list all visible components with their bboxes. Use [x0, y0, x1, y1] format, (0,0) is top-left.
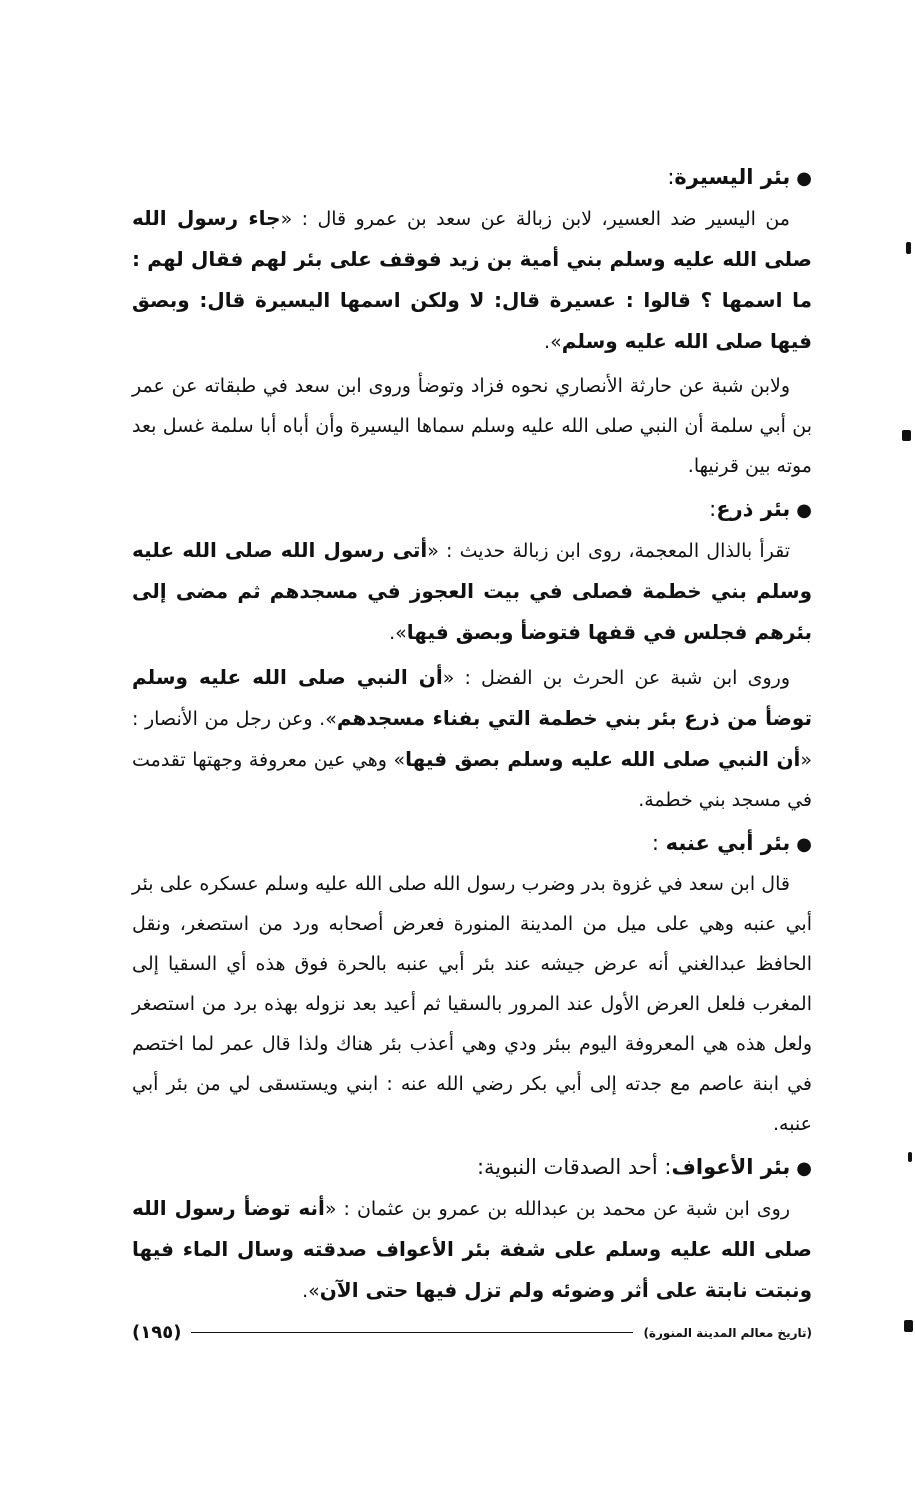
entry-title-suffix: : [667, 165, 675, 189]
bullet-icon: ● [796, 1158, 812, 1179]
text-run: من اليسير ضد العسير، لابن زبالة عن سعد بن عمرو قال : « [280, 208, 790, 230]
entry-title-suffix: : [651, 831, 666, 855]
section-bir-al-awaf [132, 1148, 812, 1311]
page-body [132, 158, 812, 1315]
paragraph [132, 1188, 812, 1311]
hadith-text: أن النبي صلى الله عليه وسلم توضأ من ذرع بئر بني خطمة التي بفناء مسجدهم [132, 665, 812, 730]
entry-title [132, 1148, 812, 1188]
paragraph [132, 657, 812, 820]
page-footer [132, 1322, 812, 1343]
entry-title [132, 490, 812, 530]
text-run: تقرأ بالذال المعجمة، روى ابن زبالة حديث : « [427, 540, 791, 562]
paragraph [132, 530, 812, 653]
section-bir-al-yasira [132, 158, 812, 486]
paragraph [132, 366, 812, 486]
section-bir-abi-inaba [132, 824, 812, 1144]
entry-title-text: بئر الأعواف [671, 1155, 791, 1179]
text-run: وروى ابن شبة عن الحرث بن الفضل : « [442, 667, 790, 689]
scan-mark [906, 242, 911, 254]
text-run: ». [302, 1280, 320, 1302]
hadith-text: جاء رسول الله صلى الله عليه وسلم بني أمية بن زيد فوقف على بئر لهم فقال لهم : ما اسمها ؟ قالوا : عسيرة قال: لا ولكن اسمها اليسيرة قال: وبصق فيها صلى الله عليه وسلم [132, 206, 812, 353]
text-run: روى ابن شبة عن محمد بن عبدالله بن عمرو بن عثمان : « [324, 1198, 790, 1220]
text-run: ». [544, 331, 562, 353]
text-run: قال ابن سعد في غزوة بدر وضرب رسول الله صلى الله عليه وسلم عسكره على بئر أبي عنبه وهي على ميل من المدينة المنورة فعرض أصحابه ورد من استصغر، ونقل الحافظ عبدالغني أنه عرض جيشه عند بئر أبي عنبه بالحرة فوق هذه أي السقيا إلى المغرب فلعل العرض الأول عند المرور بالسقيا ثم أعيد بعد نزوله بهذه برد من استصغر ولعل هذه هي المعروفة اليوم ببئر ودي وهي أعذب بئر هناك ولذا قال عمر لما اختصم في ابنة عاصم مع جدته إلى أبي بكر رضي الله عنه : ابني ويستسقى لي من بئر أبي عنبه. [132, 873, 812, 1135]
section-bir-dhar [132, 490, 812, 820]
entry-title-suffix: : [709, 497, 717, 521]
text-run: ». وعن رجل من الأنصار : « [132, 708, 812, 771]
entry-title [132, 824, 812, 864]
bullet-icon: ● [796, 834, 812, 855]
text-run: ولابن شبة عن حارثة الأنصاري نحوه فزاد وتوضأ وروى ابن سعد في طبقاته عن عمر بن أبي سلمة أن النبي صلى الله عليه وسلم سماها اليسيرة وأن أباه أبا سلمة غسل بعد موته بين قرنيها. [132, 375, 812, 477]
scan-mark [902, 430, 911, 441]
bullet-icon: ● [796, 168, 812, 189]
hadith-text: أتى رسول الله صلى الله عليه وسلم بني خطمة فصلى في بيت العجوز في مسجدهم ثم مضى إلى بئرهم فجلس في قفها فتوضأ وبصق فيها [132, 538, 812, 644]
book-title: (تاريخ معالم المدينة المنورة) [643, 1325, 812, 1340]
text-run: » وهي عين معروفة وجهتها تقدمت في مسجد بني خطمة. [132, 749, 812, 811]
page-number: (١٩٥) [132, 1322, 182, 1343]
entry-title-suffix: : أحد الصدقات النبوية: [476, 1155, 672, 1179]
entry-title-text: بئر اليسيرة [674, 165, 791, 189]
footer-rule [191, 1332, 633, 1333]
entry-title-text: بئر ذرع [716, 497, 791, 521]
text-run: ». [389, 622, 407, 644]
entry-title [132, 158, 812, 198]
entry-title-text: بئر أبي عنبه [665, 831, 791, 855]
hadith-text: أن النبي صلى الله عليه وسلم بصق فيها [405, 747, 801, 771]
scan-mark [904, 1320, 913, 1332]
paragraph [132, 864, 812, 1144]
paragraph [132, 198, 812, 362]
bullet-icon: ● [796, 500, 812, 521]
scan-mark [908, 1152, 912, 1162]
hadith-text: أنه توضأ رسول الله صلى الله عليه وسلم على شفة بئر الأعواف صدقته وسال الماء فيها ونبتت نابتة على أثر وضوئه ولم تزل فيها حتى الآن [132, 1196, 812, 1302]
